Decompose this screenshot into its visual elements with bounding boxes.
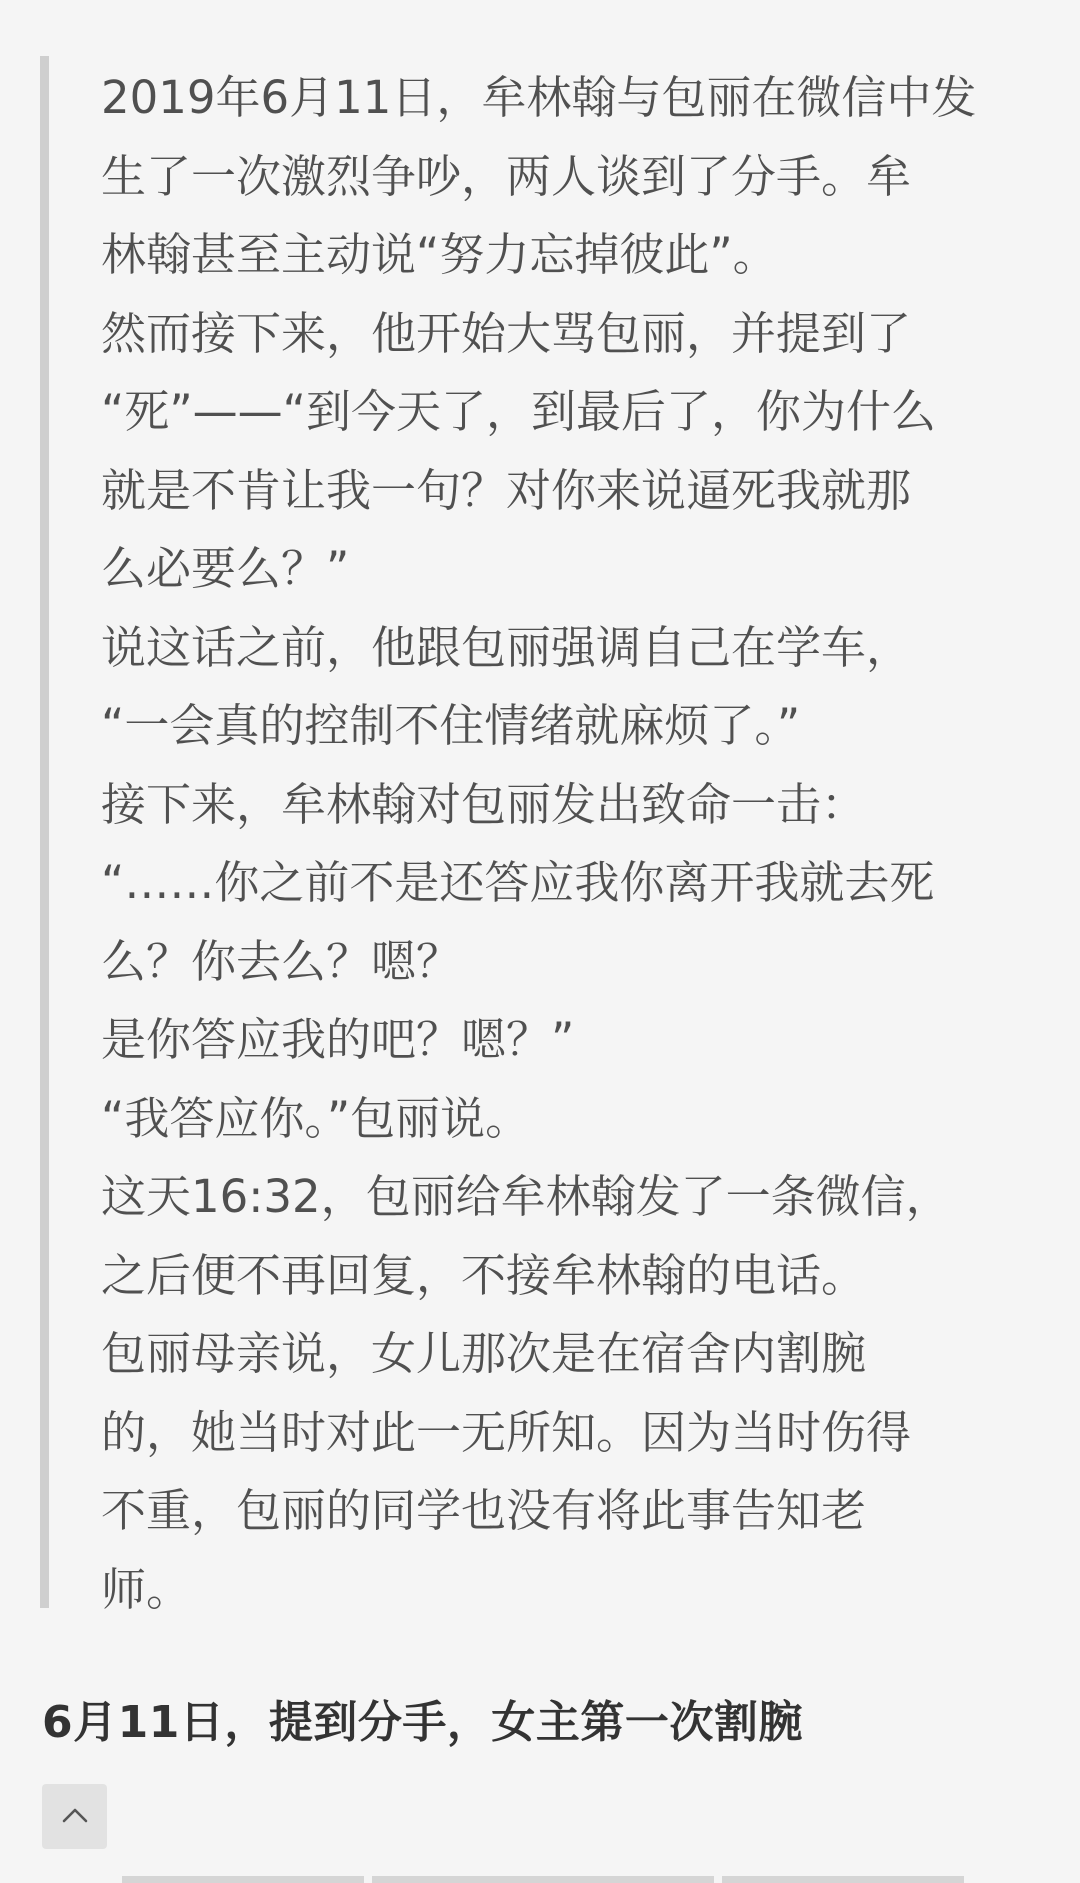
quote-line: 说这话之前，他跟包丽强调自己在学车， <box>101 620 912 674</box>
quote-line: 接下来，牟林翰对包丽发出致命一击： <box>101 777 867 831</box>
quote-line: 师。 <box>101 1562 192 1616</box>
quote-line: 是你答应我的吧？嗯？” <box>101 1013 575 1066</box>
quote-line: 2019年6月11日，牟林翰与包丽在微信中发 <box>101 71 977 124</box>
bottom-tab-bar <box>122 1876 964 1883</box>
quote-line: 之后便不再回复，不接牟林翰的电话。 <box>101 1248 867 1302</box>
scroll-to-top-button[interactable] <box>42 1784 107 1849</box>
quote-line: 这天16:32，包丽给牟林翰发了一条微信， <box>101 1170 951 1223</box>
quote-line: 然而接下来，他开始大骂包丽，并提到了 <box>101 306 912 360</box>
quote-line: 生了一次激烈争吵，两人谈到了分手。牟 <box>101 149 912 203</box>
quote-line: 林翰甚至主动说“努力忘掉彼此”。 <box>101 228 778 281</box>
quote-line: 么必要么？” <box>101 542 350 595</box>
section-caption: 6月11日，提到分手，女主第一次割腕 <box>42 1697 803 1748</box>
chevron-up-icon <box>62 1807 88 1827</box>
quote-line: “……你之前不是还答应我你离开我就去死 <box>101 856 935 909</box>
bottom-tab[interactable] <box>122 1876 364 1883</box>
quote-line: 包丽母亲说，女儿那次是在宿舍内割腕 <box>101 1327 867 1380</box>
quote-line: 么？你去么？嗯？ <box>101 934 462 988</box>
quote-line: “我答应你。”包丽说。 <box>101 1091 531 1145</box>
quote-text <box>101 59 1040 1629</box>
quote-line: “一会真的控制不住情绪就麻烦了。” <box>101 699 801 752</box>
quote-line: “死”——“到今天了，到最后了，你为什么 <box>101 385 936 438</box>
quote-line: 的，她当时对此一无所知。因为当时伤得 <box>101 1405 912 1459</box>
quote-line: 不重，包丽的同学也没有将此事告知老 <box>101 1484 867 1537</box>
bottom-tab[interactable] <box>722 1876 964 1883</box>
bottom-tab[interactable] <box>372 1876 714 1883</box>
quote-line: 就是不肯让我一句？对你来说逼死我就那 <box>101 463 912 517</box>
quote-block <box>40 56 1040 1616</box>
